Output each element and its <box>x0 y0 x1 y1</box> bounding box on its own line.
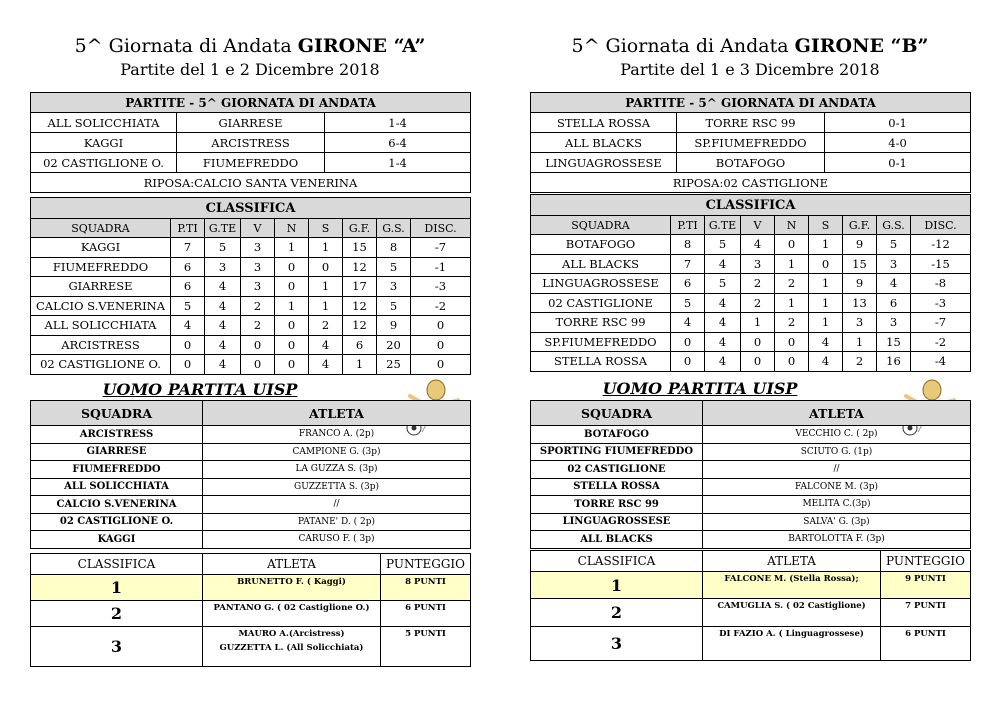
team-name: GIARRESE <box>31 277 171 297</box>
title-girone: GIRONE “A” <box>297 35 426 57</box>
home-team: ALL BLACKS <box>531 133 677 153</box>
table-row <box>531 313 971 333</box>
table-row <box>531 572 971 599</box>
away-team: SP.FIUMEFREDDO <box>677 133 825 153</box>
cell: -15 <box>911 254 971 274</box>
table-row <box>31 627 471 667</box>
cell: 3 <box>241 257 275 277</box>
cell: 4 <box>877 274 911 294</box>
cell: 6 <box>171 257 205 277</box>
cell: -1 <box>411 257 471 277</box>
col-giocate: G.TE <box>705 216 741 235</box>
cell: 1 <box>275 296 309 316</box>
player-points: 6 PUNTI <box>881 627 971 661</box>
team-name: ARCISTRESS <box>31 426 203 444</box>
home-team: ALL SOLICCHIATA <box>31 113 177 133</box>
team-name: 02 CASTIGLIONE O. <box>31 513 203 531</box>
cell: 1 <box>843 332 877 352</box>
ranking-table-b <box>530 550 971 661</box>
cell: 1 <box>809 274 843 294</box>
away-team: BOTAFOGO <box>677 153 825 173</box>
cell: 0 <box>775 352 809 372</box>
cell: 6 <box>671 274 705 294</box>
team-name: ALL SOLICCHIATA <box>31 316 171 336</box>
col-atleta: ATLETA <box>703 551 881 572</box>
cell: 1 <box>309 238 343 258</box>
col-sconfitte: S <box>809 216 843 235</box>
player-name: SCIUTO G. (1p) <box>703 443 971 461</box>
table-row <box>531 627 971 661</box>
match-score: 1-4 <box>325 153 471 173</box>
team-name: KAGGI <box>31 238 171 258</box>
uomo-partita-table-a <box>30 400 471 549</box>
table-row <box>31 355 471 375</box>
cell: 13 <box>843 293 877 313</box>
cell: 15 <box>843 254 877 274</box>
cell: 0 <box>775 332 809 352</box>
player-name: SALVA' G. (3p) <box>703 513 971 531</box>
away-team: GIARRESE <box>177 113 325 133</box>
player-name-second: GUZZETTA L. (All Solicchiata) <box>219 643 364 653</box>
player-names <box>203 627 381 667</box>
player-name: PATANE' D. ( 2p) <box>203 513 471 531</box>
cell: 20 <box>377 335 411 355</box>
cell: 0 <box>171 335 205 355</box>
team-name: LINGUAGROSSESE <box>531 513 703 531</box>
col-gol-subiti: G.S. <box>877 216 911 235</box>
table-row <box>531 461 971 479</box>
match-score: 1-4 <box>325 113 471 133</box>
cell: 15 <box>343 238 377 258</box>
cell: 2 <box>775 313 809 333</box>
cell: 4 <box>741 235 775 255</box>
col-squadra: SQUADRA <box>531 216 671 235</box>
cell: 5 <box>377 257 411 277</box>
cell: 4 <box>171 316 205 336</box>
cell: 4 <box>205 277 241 297</box>
cell: 0 <box>775 235 809 255</box>
cell: 3 <box>377 277 411 297</box>
standings-column-headers <box>31 219 471 238</box>
player-points: 7 PUNTI <box>881 599 971 627</box>
player-name: // <box>703 461 971 479</box>
cell: 0 <box>275 355 309 375</box>
cell: 4 <box>309 335 343 355</box>
table-row <box>531 254 971 274</box>
cell: 1 <box>309 296 343 316</box>
col-punti: P.TI <box>171 219 205 238</box>
page-title-a <box>30 34 470 58</box>
team-name: BOTAFOGO <box>531 235 671 255</box>
col-atleta: ATLETA <box>203 401 471 426</box>
home-team: 02 CASTIGLIONE O. <box>31 153 177 173</box>
cell: -7 <box>911 313 971 333</box>
col-punteggio: PUNTEGGIO <box>881 551 971 572</box>
table-row <box>31 496 471 514</box>
col-gol-fatti: G.F. <box>343 219 377 238</box>
cell: 6 <box>171 277 205 297</box>
cell: 7 <box>171 238 205 258</box>
col-vinte: V <box>741 216 775 235</box>
cell: 0 <box>275 335 309 355</box>
player-name: VECCHIO C. ( 2p) <box>703 426 971 444</box>
player-name: BRUNETTO F. ( Kaggi) <box>203 575 381 601</box>
rank-position: 1 <box>31 575 203 601</box>
cell: 2 <box>309 316 343 336</box>
match-row <box>31 133 471 153</box>
cell: 3 <box>241 238 275 258</box>
cell: 1 <box>741 313 775 333</box>
rank-position: 2 <box>531 599 703 627</box>
cell: 0 <box>241 335 275 355</box>
cell: 5 <box>705 274 741 294</box>
match-score: 6-4 <box>325 133 471 153</box>
player-points: 5 PUNTI <box>381 627 471 667</box>
cell: 2 <box>741 293 775 313</box>
cell: -3 <box>911 293 971 313</box>
uomo-partita-table-b <box>530 400 971 549</box>
table-row <box>31 531 471 549</box>
team-name: FIUMEFREDDO <box>31 461 203 479</box>
cell: 5 <box>205 238 241 258</box>
cell: -3 <box>411 277 471 297</box>
player-points: 9 PUNTI <box>881 572 971 599</box>
page-title-b <box>530 34 970 58</box>
cell: 0 <box>275 257 309 277</box>
away-team: TORRE RSC 99 <box>677 113 825 133</box>
home-team: LINGUAGROSSESE <box>531 153 677 173</box>
player-name: CAMUGLIA S. ( 02 Castiglione) <box>703 599 881 627</box>
rank-position: 3 <box>31 627 203 667</box>
cell: 0 <box>741 332 775 352</box>
table-row <box>31 575 471 601</box>
classifica-header: CLASSIFICA <box>31 198 471 219</box>
cell: 1 <box>809 235 843 255</box>
table-row <box>531 531 971 549</box>
col-nulle: N <box>775 216 809 235</box>
uomo-partita-title: UOMO PARTITA UISP <box>602 379 798 398</box>
table-row <box>31 426 471 444</box>
cell: 5 <box>877 235 911 255</box>
col-classifica: CLASSIFICA <box>531 551 703 572</box>
player-name: GUZZETTA S. (3p) <box>203 478 471 496</box>
cell: 0 <box>671 332 705 352</box>
cell: 3 <box>843 313 877 333</box>
results-table-b <box>530 92 971 193</box>
table-row <box>31 238 471 258</box>
standings-table-b <box>530 194 971 372</box>
cell: 9 <box>377 316 411 336</box>
riposa-label: RIPOSA:CALCIO SANTA VENERINA <box>31 173 471 193</box>
col-squadra: SQUADRA <box>31 219 171 238</box>
col-classifica: CLASSIFICA <box>31 554 203 575</box>
riposa-label: RIPOSA:02 CASTIGLIONE <box>531 173 971 193</box>
cell: 4 <box>705 313 741 333</box>
match-row <box>531 153 971 173</box>
team-name: SPORTING FIUMEFREDDO <box>531 443 703 461</box>
cell: 1 <box>775 293 809 313</box>
cell: 4 <box>671 313 705 333</box>
cell: 5 <box>171 296 205 316</box>
cell: 25 <box>377 355 411 375</box>
col-squadra: SQUADRA <box>531 401 703 426</box>
cell: 6 <box>877 293 911 313</box>
table-row <box>31 601 471 627</box>
cell: 1 <box>809 313 843 333</box>
table-row <box>531 332 971 352</box>
table-row <box>531 274 971 294</box>
cell: 0 <box>411 335 471 355</box>
cell: 4 <box>205 335 241 355</box>
table-row <box>31 257 471 277</box>
cell: 1 <box>809 293 843 313</box>
table-row <box>31 478 471 496</box>
cell: 8 <box>377 238 411 258</box>
cell: 0 <box>411 316 471 336</box>
cell: 3 <box>877 254 911 274</box>
table-row <box>531 293 971 313</box>
table-row <box>531 352 971 372</box>
cell: 12 <box>343 296 377 316</box>
cell: 0 <box>275 316 309 336</box>
cell: 4 <box>205 296 241 316</box>
cell: 15 <box>877 332 911 352</box>
match-row <box>531 133 971 153</box>
home-team: KAGGI <box>31 133 177 153</box>
cell: 0 <box>309 257 343 277</box>
col-giocate: G.TE <box>205 219 241 238</box>
table-row <box>31 277 471 297</box>
player-points: 6 PUNTI <box>381 601 471 627</box>
player-points: 8 PUNTI <box>381 575 471 601</box>
cell: 3 <box>877 313 911 333</box>
col-gol-subiti: G.S. <box>377 219 411 238</box>
team-name: 02 CASTIGLIONE <box>531 293 671 313</box>
col-disciplina: DISC. <box>911 216 971 235</box>
standings-table-a <box>30 197 471 375</box>
cell: 4 <box>309 355 343 375</box>
player-name: FALCONE M. (3p) <box>703 478 971 496</box>
cell: -4 <box>911 352 971 372</box>
match-row <box>531 113 971 133</box>
rank-position: 3 <box>531 627 703 661</box>
cell: -7 <box>411 238 471 258</box>
team-name: LINGUAGROSSESE <box>531 274 671 294</box>
team-name: ALL BLACKS <box>531 254 671 274</box>
uomo-partita-title: UOMO PARTITA UISP <box>102 380 298 399</box>
cell: 0 <box>171 355 205 375</box>
col-punteggio: PUNTEGGIO <box>381 554 471 575</box>
page-subtitle-b: Partite del 1 e 3 Dicembre 2018 <box>620 60 880 79</box>
table-row <box>531 599 971 627</box>
team-name: STELLA ROSSA <box>531 352 671 372</box>
cell: 7 <box>671 254 705 274</box>
table-row <box>31 296 471 316</box>
col-disciplina: DISC. <box>411 219 471 238</box>
away-team: ARCISTRESS <box>177 133 325 153</box>
results-header: PARTITE - 5^ GIORNATA DI ANDATA <box>531 93 971 113</box>
team-name: KAGGI <box>31 531 203 549</box>
player-name: FALCONE M. (Stella Rossa); <box>703 572 881 599</box>
cell: 5 <box>671 293 705 313</box>
cell: -2 <box>411 296 471 316</box>
cell: 1 <box>775 254 809 274</box>
table-row <box>531 235 971 255</box>
table-row <box>531 443 971 461</box>
cell: 4 <box>809 352 843 372</box>
match-score: 0-1 <box>825 153 971 173</box>
title-prefix: 5^ Giornata di Andata <box>571 35 789 57</box>
cell: 4 <box>205 316 241 336</box>
table-row <box>31 461 471 479</box>
player-name: FRANCO A. (2p) <box>203 426 471 444</box>
table-row <box>31 335 471 355</box>
cell: 0 <box>241 355 275 375</box>
cell: 1 <box>275 238 309 258</box>
cell: 2 <box>741 274 775 294</box>
cell: 1 <box>309 277 343 297</box>
cell: 12 <box>343 316 377 336</box>
col-sconfitte: S <box>309 219 343 238</box>
cell: 4 <box>705 352 741 372</box>
player-name: MAURO A.(Arcistress) <box>238 629 345 639</box>
cell: 6 <box>343 335 377 355</box>
cell: -8 <box>911 274 971 294</box>
team-name: ALL SOLICCHIATA <box>31 478 203 496</box>
title-girone: GIRONE “B” <box>794 35 929 57</box>
team-name: ALL BLACKS <box>531 531 703 549</box>
player-name: MELITA C.(3p) <box>703 496 971 514</box>
table-row <box>531 478 971 496</box>
cell: -12 <box>911 235 971 255</box>
cell: 12 <box>343 257 377 277</box>
col-atleta: ATLETA <box>703 401 971 426</box>
player-name: // <box>203 496 471 514</box>
cell: 4 <box>205 355 241 375</box>
match-score: 4-0 <box>825 133 971 153</box>
player-name: BARTOLOTTA F. (3p) <box>703 531 971 549</box>
cell: 4 <box>809 332 843 352</box>
col-nulle: N <box>275 219 309 238</box>
cell: 5 <box>705 235 741 255</box>
col-gol-fatti: G.F. <box>843 216 877 235</box>
col-vinte: V <box>241 219 275 238</box>
ranking-table-a <box>30 553 471 667</box>
team-name: FIUMEFREDDO <box>31 257 171 277</box>
standings-column-headers <box>531 216 971 235</box>
cell: 4 <box>705 332 741 352</box>
team-name: SP.FIUMEFREDDO <box>531 332 671 352</box>
player-name: LA GUZZA S. (3p) <box>203 461 471 479</box>
cell: 0 <box>671 352 705 372</box>
cell: 0 <box>809 254 843 274</box>
cell: 3 <box>205 257 241 277</box>
away-team: FIUMEFREDDO <box>177 153 325 173</box>
player-name: DI FAZIO A. ( Linguagrossese) <box>703 627 881 661</box>
cell: 2 <box>843 352 877 372</box>
table-row <box>531 496 971 514</box>
cell: 4 <box>705 293 741 313</box>
page-subtitle-a: Partite del 1 e 2 Dicembre 2018 <box>120 60 380 79</box>
team-name: ARCISTRESS <box>31 335 171 355</box>
classifica-header: CLASSIFICA <box>531 195 971 216</box>
table-row <box>31 513 471 531</box>
cell: -2 <box>911 332 971 352</box>
team-name: GIARRESE <box>31 443 203 461</box>
table-row <box>31 316 471 336</box>
title-prefix: 5^ Giornata di Andata <box>74 35 292 57</box>
team-name: TORRE RSC 99 <box>531 496 703 514</box>
cell: 0 <box>275 277 309 297</box>
results-table-a <box>30 92 471 193</box>
team-name: BOTAFOGO <box>531 426 703 444</box>
col-squadra: SQUADRA <box>31 401 203 426</box>
team-name: CALCIO S.VENERINA <box>31 496 203 514</box>
cell: 9 <box>843 274 877 294</box>
team-name: CALCIO S.VENERINA <box>31 296 171 316</box>
cell: 2 <box>775 274 809 294</box>
player-name: CARUSO F. ( 3p) <box>203 531 471 549</box>
cell: 17 <box>343 277 377 297</box>
col-atleta: ATLETA <box>203 554 381 575</box>
cell: 4 <box>705 254 741 274</box>
team-name: 02 CASTIGLIONE <box>531 461 703 479</box>
cell: 16 <box>877 352 911 372</box>
cell: 2 <box>241 316 275 336</box>
player-name: CAMPIONE G. (3p) <box>203 443 471 461</box>
results-header: PARTITE - 5^ GIORNATA DI ANDATA <box>31 93 471 113</box>
table-row <box>531 426 971 444</box>
cell: 2 <box>241 296 275 316</box>
cell: 9 <box>843 235 877 255</box>
match-row <box>31 153 471 173</box>
table-row <box>31 443 471 461</box>
col-punti: P.TI <box>671 216 705 235</box>
match-score: 0-1 <box>825 113 971 133</box>
cell: 3 <box>241 277 275 297</box>
cell: 8 <box>671 235 705 255</box>
team-name: STELLA ROSSA <box>531 478 703 496</box>
match-row <box>31 113 471 133</box>
table-row <box>531 513 971 531</box>
cell: 0 <box>411 355 471 375</box>
team-name: 02 CASTIGLIONE O. <box>31 355 171 375</box>
home-team: STELLA ROSSA <box>531 113 677 133</box>
rank-position: 2 <box>31 601 203 627</box>
player-name: PANTANO G. ( 02 Castiglione O.) <box>203 601 381 627</box>
team-name: TORRE RSC 99 <box>531 313 671 333</box>
cell: 5 <box>377 296 411 316</box>
cell: 0 <box>741 352 775 372</box>
cell: 3 <box>741 254 775 274</box>
rank-position: 1 <box>531 572 703 599</box>
cell: 1 <box>343 355 377 375</box>
